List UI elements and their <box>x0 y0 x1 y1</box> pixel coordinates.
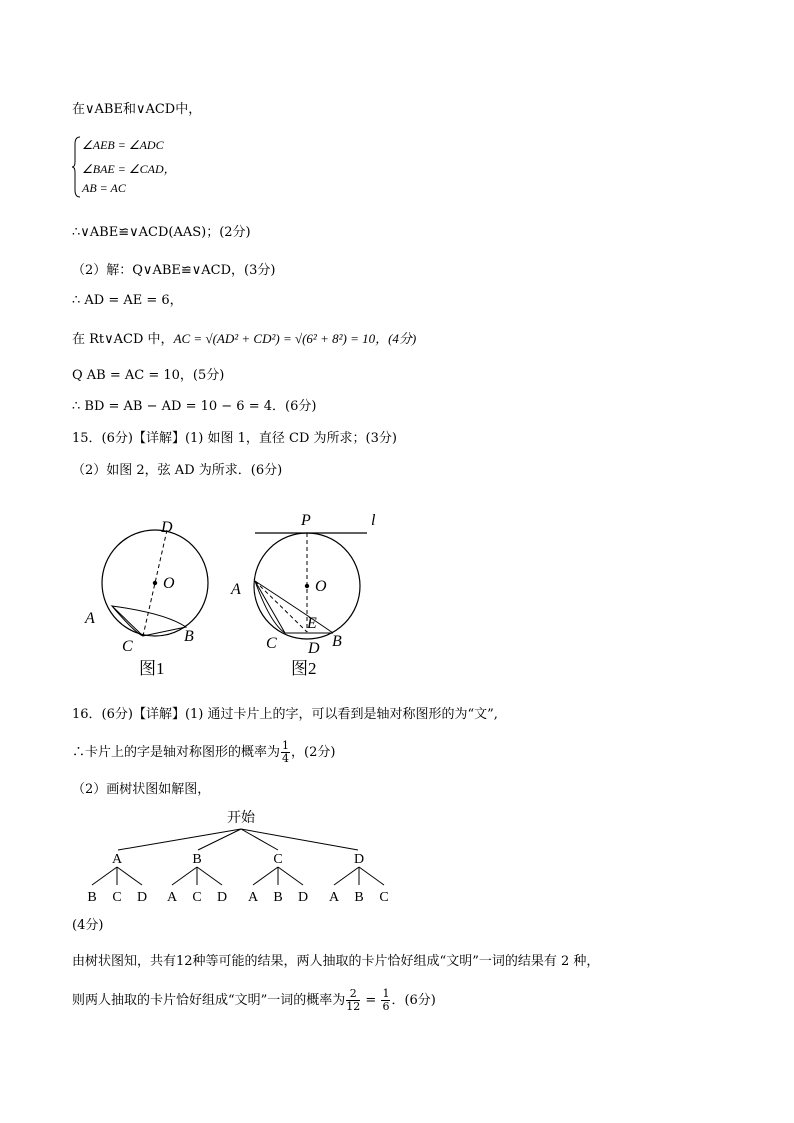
q16-fraction-1-4: $\frac{1}{4}$ <box>282 739 290 765</box>
figure-1 <box>84 519 208 678</box>
fig1-label-a: A <box>85 610 95 627</box>
probability-tree <box>78 805 418 905</box>
fig1-caption: 图1 <box>139 659 165 678</box>
fig2-label-b: B <box>332 633 342 650</box>
tree-leaf: A <box>166 890 178 905</box>
tree-leaf: A <box>247 890 259 905</box>
fig2-label-p: P <box>301 512 311 529</box>
rt-formula: AC = √(AD² + CD²) = √(6² + 8²) = 10，(4分) <box>173 331 417 346</box>
tree-leaf: B <box>87 890 97 905</box>
tree-leaf: B <box>354 890 364 905</box>
proof-ad-ae: ∴ AD = AE = 6， <box>72 293 183 308</box>
system-eq-2: ∠BAE = ∠CAD， <box>82 162 176 176</box>
fig2-label-a: A <box>231 581 241 598</box>
fig1-label-o: O <box>163 575 175 592</box>
q16-line3: （2）画树状图如解图， <box>72 782 211 797</box>
q16-line4: 由树状图知，共有12种等可能的结果，两人抽取的卡片恰好组成“文明”一词的结果有 2 种， <box>72 954 600 969</box>
q15-figures <box>75 505 415 685</box>
q16-line2-suffix: ，(2分) <box>291 745 336 760</box>
fig1-label-b: B <box>184 628 194 645</box>
system-eq-1: ∠AEB = ∠ADC <box>82 138 164 152</box>
fig2-label-c: C <box>266 635 277 652</box>
proof-part2: （2）解：Q∨ABE≌∨ACD，(3分) <box>72 263 276 278</box>
fig2-label-o: O <box>315 578 327 595</box>
fig2-label-e: E <box>307 615 317 632</box>
tree-l1-d: D <box>353 852 365 867</box>
fig2-label-d: D <box>308 640 320 657</box>
q16-fraction-2-12: $\frac{2}{12}$ <box>346 987 361 1013</box>
q15-line1: 15．(6分)【详解】(1) 如图 1，直径 CD 为所求；(3分) <box>72 431 397 446</box>
equals-sign: = <box>361 993 381 1008</box>
q16-line2 <box>72 740 335 765</box>
tree-leaf: C <box>379 890 389 905</box>
proof-congruent: ∴∨ABE≌∨ACD(AAS)；(2分) <box>72 225 251 240</box>
q16-line5-suffix: ．(6分) <box>391 993 436 1008</box>
fig2-label-l: l <box>371 512 376 529</box>
tree-leaf: D <box>297 890 309 905</box>
system-brace <box>72 136 82 198</box>
proof-rt-line <box>72 330 416 349</box>
tree-leaf: D <box>136 890 148 905</box>
rt-prefix: 在 Rt∨ACD 中， <box>72 332 174 347</box>
q16-line5 <box>72 988 436 1013</box>
fig1-label-d: D <box>161 519 173 536</box>
q16-fraction-1-6: $\frac{1}{6}$ <box>382 987 390 1013</box>
q16-line5-prefix: 则两人抽取的卡片恰好组成“文明”一词的概率为 <box>72 993 346 1008</box>
q16-line2-prefix: ∴卡片上的字是轴对称图形的概率为 <box>72 745 281 760</box>
fig1-label-c: C <box>122 638 133 655</box>
tree-leaf: C <box>192 890 202 905</box>
tree-leaf: D <box>216 890 228 905</box>
tree-leaf: B <box>273 890 283 905</box>
fig2-caption: 图2 <box>291 659 317 678</box>
system-eq-3: AB = AC <box>82 181 126 195</box>
q16-score4: (4分) <box>72 918 104 933</box>
figure-2 <box>230 512 376 678</box>
q15-line2: （2）如图 2，弦 AD 为所求．(6分) <box>72 463 283 478</box>
proof-ab-ac: Q AB = AC = 10，(5分) <box>72 368 225 383</box>
tree-leaf: A <box>328 890 340 905</box>
tree-l1-b: B <box>192 852 202 867</box>
tree-l1-c: C <box>273 852 283 867</box>
tree-l1-a: A <box>111 852 123 867</box>
q16-line1: 16．(6分)【详解】(1) 通过卡片上的字，可以看到是轴对称图形的为“文”, <box>72 707 498 722</box>
tree-leaf: C <box>112 890 122 905</box>
proof-bd: ∴ BD = AB − AD = 10 − 6 = 4．(6分) <box>72 399 317 414</box>
proof-line-in-triangles: 在∨ABE和∨ACD中， <box>72 102 202 117</box>
tree-root: 开始 <box>227 811 255 826</box>
